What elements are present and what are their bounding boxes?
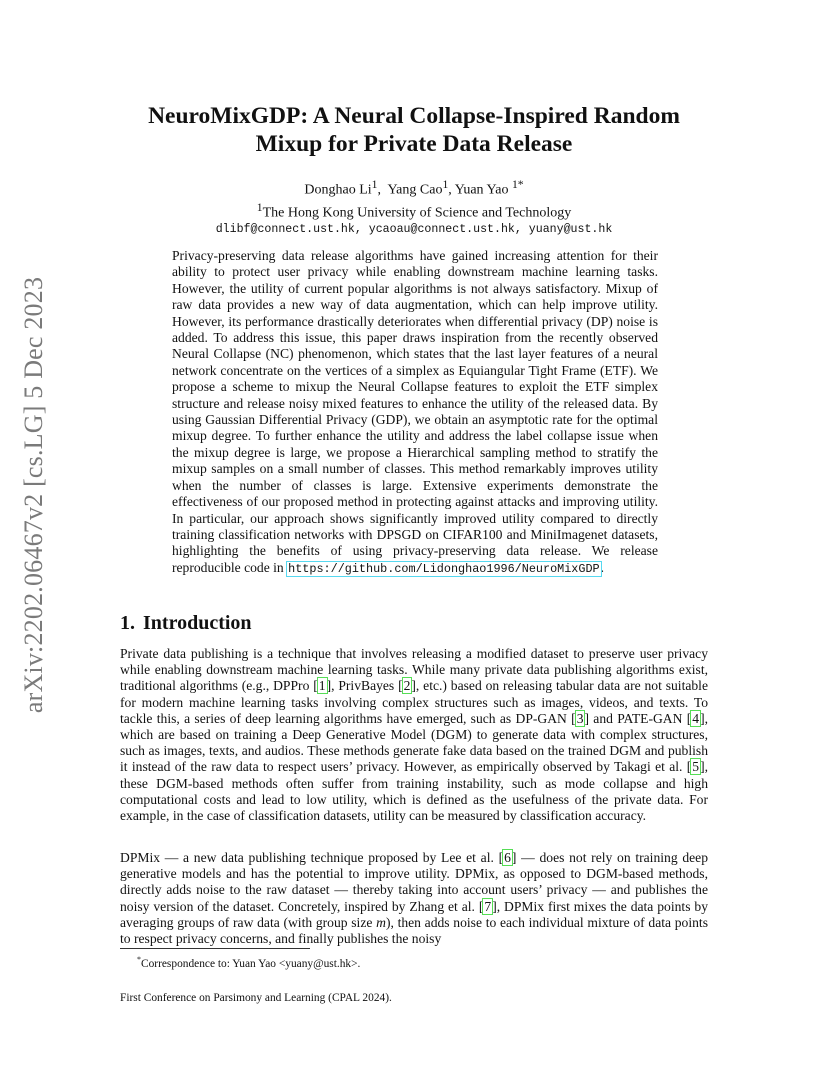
text-run: DPMix — a new data publishing technique proposed by Lee et al. [ bbox=[120, 850, 504, 865]
section-number: 1. bbox=[120, 612, 135, 634]
author-mark: 1* bbox=[511, 178, 524, 191]
section-title: Introduction bbox=[143, 612, 252, 634]
author-mark: 1 bbox=[442, 178, 449, 191]
footnote-rule bbox=[120, 948, 310, 949]
text-run: ] — does not rely on training deep generative models and has the potential to improve utility. DPMix, as opposed to DGM-based methods, directly adds noise to the raw dataset — thereby taking into account users’ privacy — and publishes the noisy version of the dataset. Concretely, inspired by Zhang et al. [ bbox=[120, 850, 709, 914]
text-run: ] and PATE-GAN [ bbox=[584, 710, 692, 726]
author-mark: 1 bbox=[371, 178, 378, 191]
citation-link[interactable]: 1 bbox=[318, 678, 326, 694]
affiliation bbox=[120, 199, 708, 222]
venue-note: First Conference on Parsimony and Learning (CPAL 2024). bbox=[120, 992, 392, 1004]
citation-link[interactable]: 2 bbox=[403, 678, 411, 694]
intro-paragraph-1 bbox=[120, 646, 708, 824]
text-run: ], which are based on training a Deep Generative Model (DGM) to generate data with complex structures, such as images, texts, and audios. These methods generate fake data based on the trained DGM and publish it instead of the raw data to respect users’ privacy. However, as empirically observed by Takagi et al. [ bbox=[120, 710, 708, 775]
text-run: ], PrivBayes [ bbox=[326, 678, 403, 694]
title-line-2: Mixup for Private Data Release bbox=[255, 131, 573, 157]
text-run: ], these DGM-based methods often suffer from training instability, such as mode collapse and high computational costs and lead to low utility, which is defined as the usefulness of the private data. For example, in the case of classification datasets, utility can be measured by classification accuracy. bbox=[120, 759, 708, 824]
paper-title bbox=[120, 102, 708, 158]
abstract bbox=[172, 248, 658, 577]
abstract-end: . bbox=[600, 559, 605, 575]
author-emails: dlibf@connect.ust.hk, ycaoau@connect.ust.hk, yuany@ust.hk bbox=[215, 223, 613, 237]
intro-paragraph-2 bbox=[120, 850, 708, 947]
footnote-text: Correspondence to: Yuan Yao <yuany@ust.hk>. bbox=[141, 957, 361, 970]
citation-link[interactable]: 3 bbox=[576, 710, 584, 726]
citation-link[interactable]: 6 bbox=[504, 850, 511, 865]
abstract-text: Privacy-preserving data release algorithms have gained increasing attention for their ability to protect user privacy while enabling downstream machine learning tasks. However, the utility of current popular algorithms is not always satisfactory. Mixup of raw data provides a new way of data augmentation, which can help improve utility. However, its performance drastically deteriorates when differential privacy (DP) noise is added. To address this issue, this paper draws inspiration from the recently observed Neural Collapse (NC) phenomenon, which states that the last layer features of a neural network concentrate on the vertices of a simplex as Equiangular Tight Frame (ETF). We propose a scheme to mixup the Neural Collapse features to exploit the ETF simplex structure and release noisy mixed features to enhance the utility of the released data. By using Gaussian Differential Privacy (GDP), we obtain an asymptotic rate for the optimal mixup degree. To further enhance the utility and address the label collapse issue when the mixup degree is large, we propose a Hierarchical sampling method to stratify the mixup samples on a small number of classes. This method remarkably improves utility when the number of classes is large. Extensive experiments demonstrate the effectiveness of our proposed method in protecting against attacks and improving utility. In particular, our approach shows significantly improved utility compared to directly training classification networks with DPSGD on CIFAR100 and MiniImagenet datasets, highlighting the benefits of using privacy-preserving data release. We release reproducible code in bbox=[172, 248, 658, 575]
text-run: ], etc.) based on releasing tabular data are not suitable for modern machine learning tasks involving complex structures such as images, videos, and texts. To tackle this, a series of deep learning algorithms have emerged, such as DP-GAN [ bbox=[120, 678, 708, 726]
text-run: ), then adds noise to each individual mixture of data points to respect privacy concerns, and finally publishes the noisy bbox=[120, 914, 708, 947]
text-run: ], DPMix first mixes the data points by averaging groups of raw data (with group size bbox=[120, 898, 708, 930]
citation-link[interactable]: 7 bbox=[484, 898, 492, 914]
affiliation-mark: 1 bbox=[256, 200, 263, 214]
affiliation-text: The Hong Kong University of Science and Technology bbox=[262, 205, 572, 221]
section-heading bbox=[120, 612, 252, 635]
footnote bbox=[137, 955, 360, 970]
code-link[interactable]: https://github.com/Lidonghao1996/NeuroMixGDP bbox=[288, 561, 600, 576]
citation-link[interactable]: 5 bbox=[692, 759, 700, 775]
title-line-1: NeuroMixGDP: A Neural Collapse-Inspired Random bbox=[148, 103, 680, 129]
author-name: Yuan Yao bbox=[454, 182, 509, 198]
math-variable: m bbox=[376, 914, 386, 930]
author-list: Donghao Li$^1$, Yang Cao$^1$, Yuan Yao $^{1*}$ bbox=[304, 178, 524, 198]
author-name: Yang Cao bbox=[387, 182, 443, 198]
author-block bbox=[120, 176, 708, 238]
footnote-mark: * bbox=[137, 955, 141, 964]
text-run: Private data publishing is a technique that involves releasing a modified dataset to preserve user privacy while enabling downstream machine learning tasks. While many private data publishing algorithms exist, traditional algorithms (e.g., DPPro [ bbox=[120, 646, 708, 694]
citation-link[interactable]: 4 bbox=[692, 710, 700, 726]
arxiv-watermark bbox=[12, 276, 56, 714]
author-name: Donghao Li bbox=[304, 182, 372, 198]
arxiv-id: arXiv:2202.06467v2 [cs.LG] 5 Dec 2023 bbox=[19, 276, 48, 714]
